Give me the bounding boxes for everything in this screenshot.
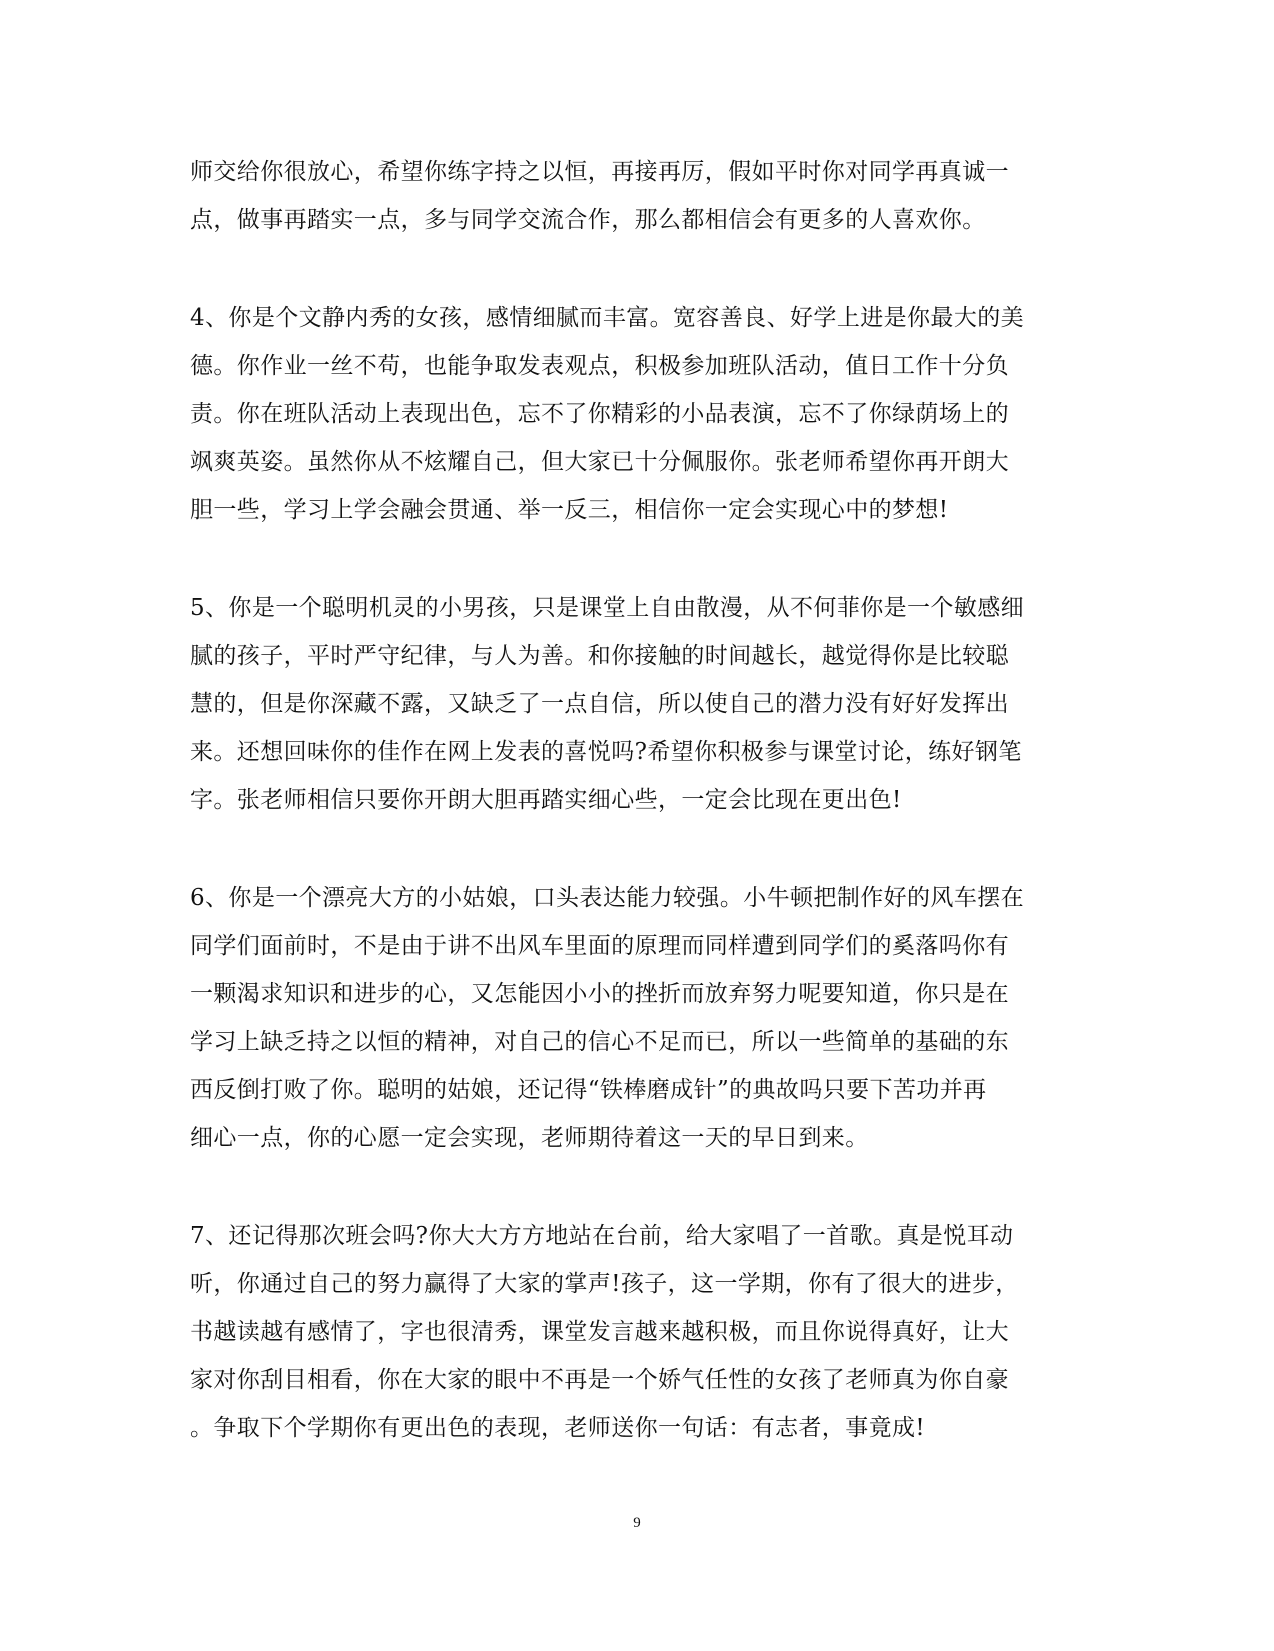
paragraph-7 bbox=[190, 1212, 1090, 1452]
text-line: 责。你在班队活动上表现出色，忘不了你精彩的小品表演，忘不了你绿荫场上的 bbox=[190, 401, 1009, 427]
text-line: 细心一点，你的心愿一定会实现，老师期待着这一天的早日到来。 bbox=[190, 1125, 869, 1151]
page-number: 9 bbox=[633, 1515, 641, 1531]
text-line: 。争取下个学期你有更出色的表现，老师送你一句话：有志者，事竟成! bbox=[190, 1415, 926, 1441]
text-line: 6、你是一个漂亮大方的小姑娘，口头表达能力较强。小牛顿把制作好的风车摆在 bbox=[190, 885, 1025, 911]
text-line: 胆一些，学习上学会融会贯通、举一反三，相信你一定会实现心中的梦想! bbox=[190, 497, 949, 523]
paragraph-4 bbox=[190, 294, 1090, 534]
body-text bbox=[190, 148, 1090, 1452]
paragraph-gap bbox=[190, 534, 1090, 584]
text-line: 书越读越有感情了，字也很清秀，课堂发言越来越积极，而且你说得真好，让大 bbox=[190, 1319, 1009, 1345]
text-line: 慧的，但是你深藏不露，又缺乏了一点自信，所以使自己的潜力没有好好发挥出 bbox=[190, 691, 1009, 717]
paragraph-gap bbox=[190, 824, 1090, 874]
paragraph-gap bbox=[190, 1162, 1090, 1212]
text-line: 点，做事再踏实一点，多与同学交流合作，那么都相信会有更多的人喜欢你。 bbox=[190, 207, 986, 233]
text-line: 一颗渴求知识和进步的心，又怎能因小小的挫折而放弃努力呢要知道，你只是在 bbox=[190, 981, 1009, 1007]
paragraph-gap bbox=[190, 244, 1090, 294]
text-line: 5、你是一个聪明机灵的小男孩，只是课堂上自由散漫，从不何菲你是一个敏感细 bbox=[190, 595, 1025, 621]
paragraph-continued bbox=[190, 148, 1090, 244]
text-line: 听，你通过自己的努力赢得了大家的掌声!孩子，这一学期，你有了很大的进步， bbox=[190, 1271, 1019, 1297]
text-line: 4、你是个文静内秀的女孩，感情细腻而丰富。宽容善良、好学上进是你最大的美 bbox=[190, 305, 1025, 331]
text-line: 腻的孩子，平时严守纪律，与人为善。和你接触的时间越长，越觉得你是比较聪 bbox=[190, 643, 1009, 669]
text-line: 西反倒打败了你。聪明的姑娘，还记得“铁棒磨成针”的典故吗只要下苦功并再 bbox=[190, 1077, 987, 1103]
text-line: 同学们面前时，不是由于讲不出风车里面的原理而同样遭到同学们的奚落吗你有 bbox=[190, 933, 1009, 959]
text-line: 学习上缺乏持之以恒的精神，对自己的信心不足而已，所以一些简单的基础的东 bbox=[190, 1029, 1009, 1055]
text-line: 飒爽英姿。虽然你从不炫耀自己，但大家已十分佩服你。张老师希望你再开朗大 bbox=[190, 449, 1009, 475]
text-line: 字。张老师相信只要你开朗大胆再踏实细心些，一定会比现在更出色! bbox=[190, 787, 902, 813]
text-line: 师交给你很放心，希望你练字持之以恒，再接再厉，假如平时你对同学再真诚一 bbox=[190, 159, 1009, 185]
text-line: 7、还记得那次班会吗?你大大方方地站在台前，给大家唱了一首歌。真是悦耳动 bbox=[190, 1223, 1014, 1249]
paragraph-6 bbox=[190, 874, 1090, 1162]
paragraph-5 bbox=[190, 584, 1090, 824]
text-line: 来。还想回味你的佳作在网上发表的喜悦吗?希望你积极参与课堂讨论，练好钢笔 bbox=[190, 739, 1022, 765]
text-line: 德。你作业一丝不苟，也能争取发表观点，积极参加班队活动，值日工作十分负 bbox=[190, 353, 1009, 379]
text-line: 家对你刮目相看，你在大家的眼中不再是一个娇气任性的女孩了老师真为你自豪 bbox=[190, 1367, 1009, 1393]
